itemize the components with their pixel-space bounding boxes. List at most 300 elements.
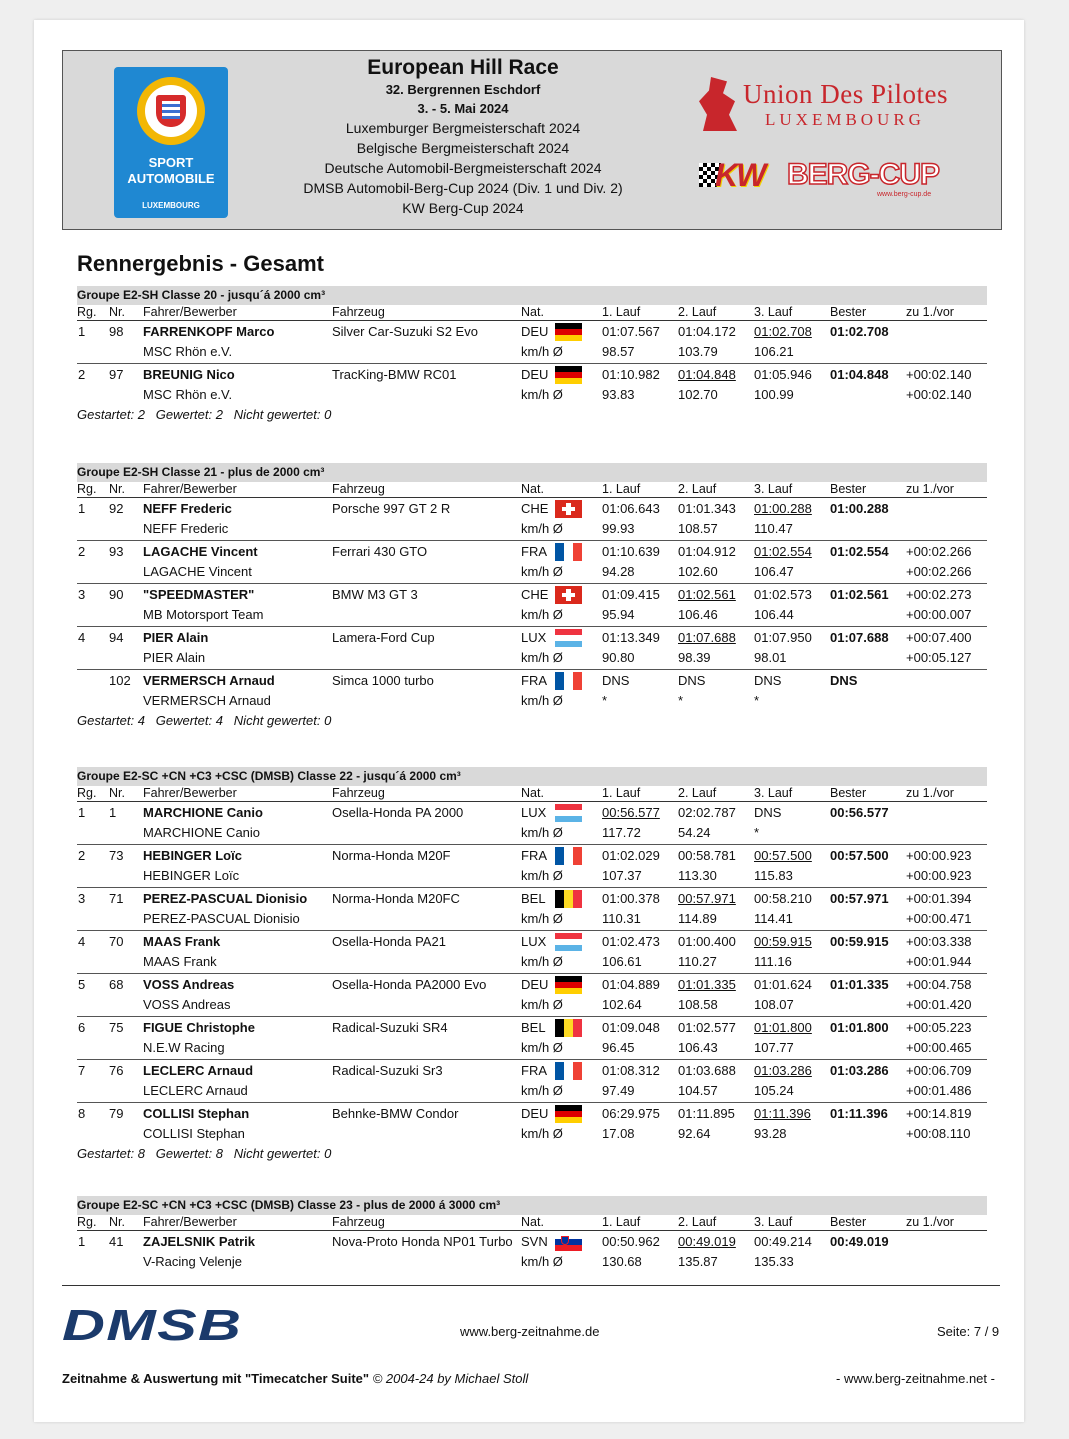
result-row [77,931,987,974]
timing-credit: Zeitnahme & Auswertung mit "Timecatcher Suite" © 2004-24 by Michael Stoll [62,1371,529,1386]
page-number: Seite: 7 / 9 [937,1324,1000,1339]
run-3-time: DNS [754,673,782,688]
rank: 3 [78,891,86,906]
run-1-time: 01:08.312 [602,1063,660,1078]
flag-icon [555,804,582,822]
column-lauf1: 1. Lauf [602,1215,641,1229]
run-3-speed: 106.44 [754,607,794,622]
run-3-speed: 135.33 [754,1254,794,1269]
column-bester: Bester [830,1215,867,1229]
run-3-time: 01:02.554 [754,544,812,559]
run-3-time: 01:01.624 [754,977,812,992]
vehicle: Silver Car-Suzuki S2 Evo [332,324,478,339]
result-row [77,1017,987,1060]
footer-url: www.berg-zeitnahme.de [460,1324,600,1339]
run-2-time: 01:01.335 [678,977,736,992]
run-3-time: 01:11.396 [754,1106,811,1121]
run-2-time: 00:58.781 [678,848,736,863]
championship-line: Deutsche Automobil-Bergmeisterschaft 2024 [324,160,602,176]
speed-label: km/h Ø [521,564,563,579]
best-time: 01:02.561 [830,587,889,602]
speed-label: km/h Ø [521,1254,563,1269]
run-1-time: 01:02.029 [602,848,660,863]
run-2-speed: 103.79 [678,344,718,359]
start-number: 68 [109,977,124,992]
entrant: VOSS Andreas [143,997,231,1012]
run-3-speed: 93.28 [754,1126,787,1141]
column-nr: Nr. [109,305,125,319]
start-number: 94 [109,630,124,645]
best-time: 01:11.396 [830,1106,888,1121]
run-3-speed: * [754,825,760,840]
run-1-time: 01:10.639 [602,544,660,559]
column-nr: Nr. [109,1215,125,1229]
event-dates: 3. - 5. Mai 2024 [417,101,509,116]
entrant: LECLERC Arnaud [143,1083,248,1098]
column-zu: zu 1./vor [906,305,954,319]
run-3-speed: 110.47 [754,521,793,536]
vehicle: Behnke-BMW Condor [332,1106,459,1121]
gap-to-first: +00:02.266 [906,544,972,559]
driver-name: MARCHIONE Canio [143,805,263,820]
entrant: COLLISI Stephan [143,1126,245,1141]
gap-to-first: +00:07.400 [906,630,972,645]
result-group [77,767,987,1163]
driver-name: LAGACHE Vincent [143,544,258,559]
best-time: 01:02.554 [830,544,889,559]
column-lauf3: 3. Lauf [754,1215,793,1229]
start-number: 71 [109,891,124,906]
column-lauf3: 3. Lauf [754,305,793,319]
start-number: 79 [109,1106,124,1121]
column-nat: Nat. [521,786,544,800]
result-row [77,802,987,845]
logo-line-3: LUXEMBOURG [142,201,200,210]
driver-name: ZAJELSNIK Patrik [143,1234,255,1249]
run-3-speed: 114.41 [754,911,793,926]
gap-to-first: +00:01.394 [906,891,972,906]
sport-automobile-logo [114,67,228,218]
rank: 2 [78,367,86,382]
entrant: MSC Rhön e.V. [143,387,233,402]
gap-to-previous: +00:00.923 [906,868,972,883]
gap-to-previous: +00:00.007 [906,607,972,622]
run-1-speed: 117.72 [602,825,641,840]
start-number: 73 [109,848,124,863]
result-row [77,1103,987,1145]
column-lauf1: 1. Lauf [602,305,641,319]
run-3-time: DNS [754,805,782,820]
best-time: 00:49.019 [830,1234,889,1249]
group-title: Groupe E2-SC +CN +C3 +CSC (DMSB) Classe 23 - plus de 2000 á 3000 cm³ [77,1196,987,1215]
gap-to-first: +00:14.819 [906,1106,972,1121]
column-nat: Nat. [521,482,544,496]
best-time: 00:56.577 [830,805,889,820]
nationality: CHE [521,587,549,602]
vehicle: Radical-Suzuki Sr3 [332,1063,443,1078]
result-row [77,1231,987,1273]
run-3-speed: 115.83 [754,868,793,883]
rank: 1 [78,805,86,820]
championship-line: DMSB Automobil-Berg-Cup 2024 (Div. 1 und Div. 2) [303,180,623,196]
run-2-time: 02:02.787 [678,805,736,820]
flag-icon [555,500,582,518]
flag-icon [555,933,582,951]
rank: 8 [78,1106,86,1121]
footer-url-right: - www.berg-zeitnahme.net - [836,1371,995,1386]
nationality: FRA [521,848,547,863]
flag-icon [555,366,582,384]
column-rg: Rg. [77,1215,97,1229]
best-time: 01:03.286 [830,1063,889,1078]
best-time: DNS [830,673,858,688]
run-3-time: 01:07.950 [754,630,812,645]
run-2-time: DNS [678,673,706,688]
entrant: NEFF Frederic [143,521,229,536]
run-2-time: 01:02.577 [678,1020,736,1035]
vehicle: Osella-Honda PA 2000 [332,805,464,820]
rank: 5 [78,977,86,992]
best-time: 01:02.708 [830,324,889,339]
run-1-speed: 96.45 [602,1040,635,1055]
gap-to-previous: +00:01.420 [906,997,972,1012]
start-number: 70 [109,934,124,949]
rank: 4 [78,934,86,949]
nationality: BEL [521,1020,546,1035]
run-3-speed: 106.21 [754,344,794,359]
gap-to-first: +00:02.140 [906,367,972,382]
lion-icon [699,77,739,131]
entrant: HEBINGER Loïc [143,868,240,883]
group-title: Groupe E2-SH Classe 20 - jusqu´á 2000 cm³ [77,286,987,305]
vehicle: Radical-Suzuki SR4 [332,1020,448,1035]
start-number: 75 [109,1020,124,1035]
entrant: MARCHIONE Canio [143,825,261,840]
start-number: 93 [109,544,124,559]
column-bester: Bester [830,305,867,319]
run-3-time: 00:57.500 [754,848,812,863]
run-1-time: 01:02.473 [602,934,660,949]
flag-icon [555,976,582,994]
run-3-time: 01:00.288 [754,501,812,516]
rank: 2 [78,544,86,559]
speed-label: km/h Ø [521,650,563,665]
run-2-time: 01:01.343 [678,501,736,516]
flag-icon [555,672,582,690]
column-zu: zu 1./vor [906,1215,954,1229]
rank: 4 [78,630,86,645]
vehicle: Simca 1000 turbo [332,673,434,688]
flag-icon [555,323,582,341]
run-2-speed: 92.64 [678,1126,711,1141]
best-time: 00:57.500 [830,848,889,863]
vehicle: Norma-Honda M20F [332,848,451,863]
championship-line: Belgische Bergmeisterschaft 2024 [356,140,570,156]
column-header [77,1215,987,1231]
result-row [77,364,987,406]
flag-icon [555,847,582,865]
speed-label: km/h Ø [521,1126,563,1141]
result-row [77,1060,987,1103]
run-3-time: 01:02.708 [754,324,812,339]
nationality: CHE [521,501,549,516]
column-fahrzeug: Fahrzeug [332,786,385,800]
run-1-speed: 98.57 [602,344,635,359]
speed-label: km/h Ø [521,825,563,840]
column-fahrzeug: Fahrzeug [332,305,385,319]
run-3-time: 01:01.800 [754,1020,812,1035]
nationality: DEU [521,367,549,382]
column-nr: Nr. [109,786,125,800]
nationality: DEU [521,1106,549,1121]
driver-name: NEFF Frederic [143,501,232,516]
run-2-speed: 98.39 [678,650,711,665]
column-nat: Nat. [521,1215,544,1229]
run-3-speed: 106.47 [754,564,794,579]
run-2-speed: * [678,693,684,708]
run-1-time: 00:50.962 [602,1234,660,1249]
run-1-time: 01:00.378 [602,891,660,906]
speed-label: km/h Ø [521,997,563,1012]
driver-name: VOSS Andreas [143,977,235,992]
run-1-time: 01:10.982 [602,367,660,382]
speed-label: km/h Ø [521,607,563,622]
column-fahrzeug: Fahrzeug [332,1215,385,1229]
flag-icon [555,1233,582,1251]
column-lauf3: 3. Lauf [754,786,793,800]
rank: 3 [78,587,86,602]
entrant: VERMERSCH Arnaud [143,693,271,708]
run-1-time: 06:29.975 [602,1106,660,1121]
speed-label: km/h Ø [521,954,563,969]
run-2-time: 01:04.912 [678,544,736,559]
championship-line: Luxemburger Bergmeisterschaft 2024 [345,120,581,136]
column-header [77,305,987,321]
run-1-time: DNS [602,673,630,688]
gap-to-previous: +00:00.465 [906,1040,972,1055]
start-number: 98 [109,324,124,339]
run-2-time: 01:04.172 [678,324,736,339]
column-rg: Rg. [77,305,97,319]
column-fahrer: Fahrer/Bewerber [143,482,237,496]
run-3-speed: 111.16 [754,954,792,969]
run-3-time: 01:02.573 [754,587,812,602]
run-1-time: 01:07.567 [602,324,660,339]
footer-divider [62,1285,1000,1286]
speed-label: km/h Ø [521,521,563,536]
column-lauf1: 1. Lauf [602,786,641,800]
driver-name: HEBINGER Loïc [143,848,242,863]
vehicle: Lamera-Ford Cup [332,630,435,645]
run-1-speed: 99.93 [602,521,635,536]
berg-cup-logo: BERG-CUP www.berg-cup.de [787,158,940,198]
run-1-speed: 94.28 [602,564,635,579]
union-des-pilotes-logo [699,77,969,133]
nationality: FRA [521,1063,547,1078]
column-rg: Rg. [77,482,97,496]
start-number: 76 [109,1063,124,1078]
nationality: DEU [521,977,549,992]
gap-to-first: +00:05.223 [906,1020,972,1035]
udp-country: LUXEMBOURG [765,110,925,129]
entrant: LAGACHE Vincent [143,564,252,579]
column-nat: Nat. [521,305,544,319]
flag-icon [555,543,582,561]
column-fahrer: Fahrer/Bewerber [143,1215,237,1229]
speed-label: km/h Ø [521,387,563,402]
run-3-speed: 107.77 [754,1040,794,1055]
run-1-speed: 17.08 [602,1126,635,1141]
gap-to-previous: +00:02.266 [906,564,972,579]
luxembourg-crest-icon [156,95,186,127]
vehicle: Ferrari 430 GTO [332,544,428,559]
flag-icon [555,1062,582,1080]
run-1-speed: 97.49 [602,1083,635,1098]
group-summary: Gestartet: 4 Gewertet: 4 Nicht gewertet: 0 [77,713,332,728]
results-sheet [34,20,1024,1422]
vehicle: Osella-Honda PA2000 Evo [332,977,487,992]
column-lauf1: 1. Lauf [602,482,641,496]
page-title: Rennergebnis - Gesamt [77,251,324,276]
flag-icon [555,1019,582,1037]
event-subtitle: 32. Bergrennen Eschdorf [385,82,541,97]
run-3-time: 00:58.210 [754,891,812,906]
vehicle: Nova-Proto Honda NP01 Turbo [332,1234,513,1249]
column-nr: Nr. [109,482,125,496]
entrant: V-Racing Velenje [143,1254,243,1269]
column-lauf2: 2. Lauf [678,482,717,496]
flag-icon [555,629,582,647]
vehicle: Osella-Honda PA21 [332,934,446,949]
run-2-speed: 54.24 [678,825,711,840]
run-3-speed: 105.24 [754,1083,794,1098]
run-1-time: 00:56.577 [602,805,660,820]
vehicle: Porsche 997 GT 2 R [332,501,451,516]
result-row [77,888,987,931]
run-2-speed: 104.57 [678,1083,718,1098]
column-lauf2: 2. Lauf [678,1215,717,1229]
logo-line-1: SPORT [148,155,194,170]
run-1-speed: 90.80 [602,650,635,665]
run-1-time: 01:13.349 [602,630,660,645]
speed-label: km/h Ø [521,868,563,883]
column-bester: Bester [830,482,867,496]
group-summary: Gestartet: 2 Gewertet: 2 Nicht gewertet: 0 [77,407,332,422]
speed-label: km/h Ø [521,911,563,926]
column-zu: zu 1./vor [906,786,954,800]
run-3-speed: 108.07 [754,997,794,1012]
speed-label: km/h Ø [521,1040,563,1055]
run-2-speed: 110.27 [678,954,717,969]
event-info [293,55,633,218]
run-2-speed: 113.30 [678,868,717,883]
run-1-speed: 107.37 [602,868,642,883]
column-header [77,786,987,802]
run-1-time: 01:09.415 [602,587,660,602]
group-summary: Gestartet: 8 Gewertet: 8 Nicht gewertet: 0 [77,1146,332,1161]
column-lauf3: 3. Lauf [754,482,793,496]
run-2-time: 01:00.400 [678,934,736,949]
flag-icon [555,1105,582,1123]
run-2-time: 00:57.971 [678,891,736,906]
entrant: PEREZ-PASCUAL Dionisio [143,911,300,926]
run-3-time: 00:59.915 [754,934,812,949]
best-time: 01:07.688 [830,630,889,645]
flag-icon [555,586,582,604]
run-2-time: 00:49.019 [678,1234,736,1249]
rank: 1 [78,324,86,339]
driver-name: FIGUE Christophe [143,1020,255,1035]
run-1-speed: * [602,693,608,708]
driver-name: LECLERC Arnaud [143,1063,254,1078]
gap-to-first: +00:03.338 [906,934,972,949]
run-1-speed: 106.61 [602,954,642,969]
best-time: 01:00.288 [830,501,889,516]
run-3-speed: 100.99 [754,387,794,402]
run-3-speed: 98.01 [754,650,787,665]
flag-icon [555,890,582,908]
result-row [77,670,987,712]
nationality: FRA [521,673,547,688]
entrant: PIER Alain [143,650,206,665]
gap-to-previous: +00:08.110 [906,1126,971,1141]
event-title: European Hill Race [367,56,559,79]
driver-name: FARRENKOPF Marco [143,324,275,339]
column-fahrer: Fahrer/Bewerber [143,305,237,319]
run-1-time: 01:09.048 [602,1020,660,1035]
group-title: Groupe E2-SH Classe 21 - plus de 2000 cm³ [77,463,987,482]
entrant: MAAS Frank [143,954,217,969]
column-fahrer: Fahrer/Bewerber [143,786,237,800]
speed-label: km/h Ø [521,693,563,708]
result-row [77,498,987,541]
result-group [77,286,987,424]
run-2-speed: 102.60 [678,564,718,579]
result-row [77,541,987,584]
nationality: LUX [521,934,547,949]
result-row [77,627,987,670]
driver-name: PEREZ-PASCUAL Dionisio [143,891,308,906]
start-number: 1 [109,805,117,820]
vehicle: BMW M3 GT 3 [332,587,418,602]
best-time: 01:01.800 [830,1020,889,1035]
event-header [62,50,1002,230]
run-1-speed: 110.31 [602,911,641,926]
best-time: 00:57.971 [830,891,889,906]
speed-label: km/h Ø [521,1083,563,1098]
nationality: LUX [521,805,547,820]
driver-name: COLLISI Stephan [143,1106,250,1121]
start-number: 92 [109,501,124,516]
column-header [77,482,987,498]
run-3-time: 01:03.286 [754,1063,812,1078]
gap-to-previous: +00:01.486 [906,1083,972,1098]
result-row [77,974,987,1017]
rank: 1 [78,1234,86,1249]
column-lauf2: 2. Lauf [678,786,717,800]
result-row [77,845,987,888]
run-3-time: 01:05.946 [754,367,812,382]
gap-to-previous: +00:01.944 [906,954,972,969]
run-1-speed: 93.83 [602,387,635,402]
gap-to-previous: +00:02.140 [906,387,972,402]
driver-name: "SPEEDMASTER" [143,587,255,602]
gap-to-previous: +00:00.471 [906,911,972,926]
run-2-time: 01:04.848 [678,367,736,382]
driver-name: BREUNIG Nico [143,367,235,382]
column-zu: zu 1./vor [906,482,954,496]
gap-to-first: +00:04.758 [906,977,972,992]
